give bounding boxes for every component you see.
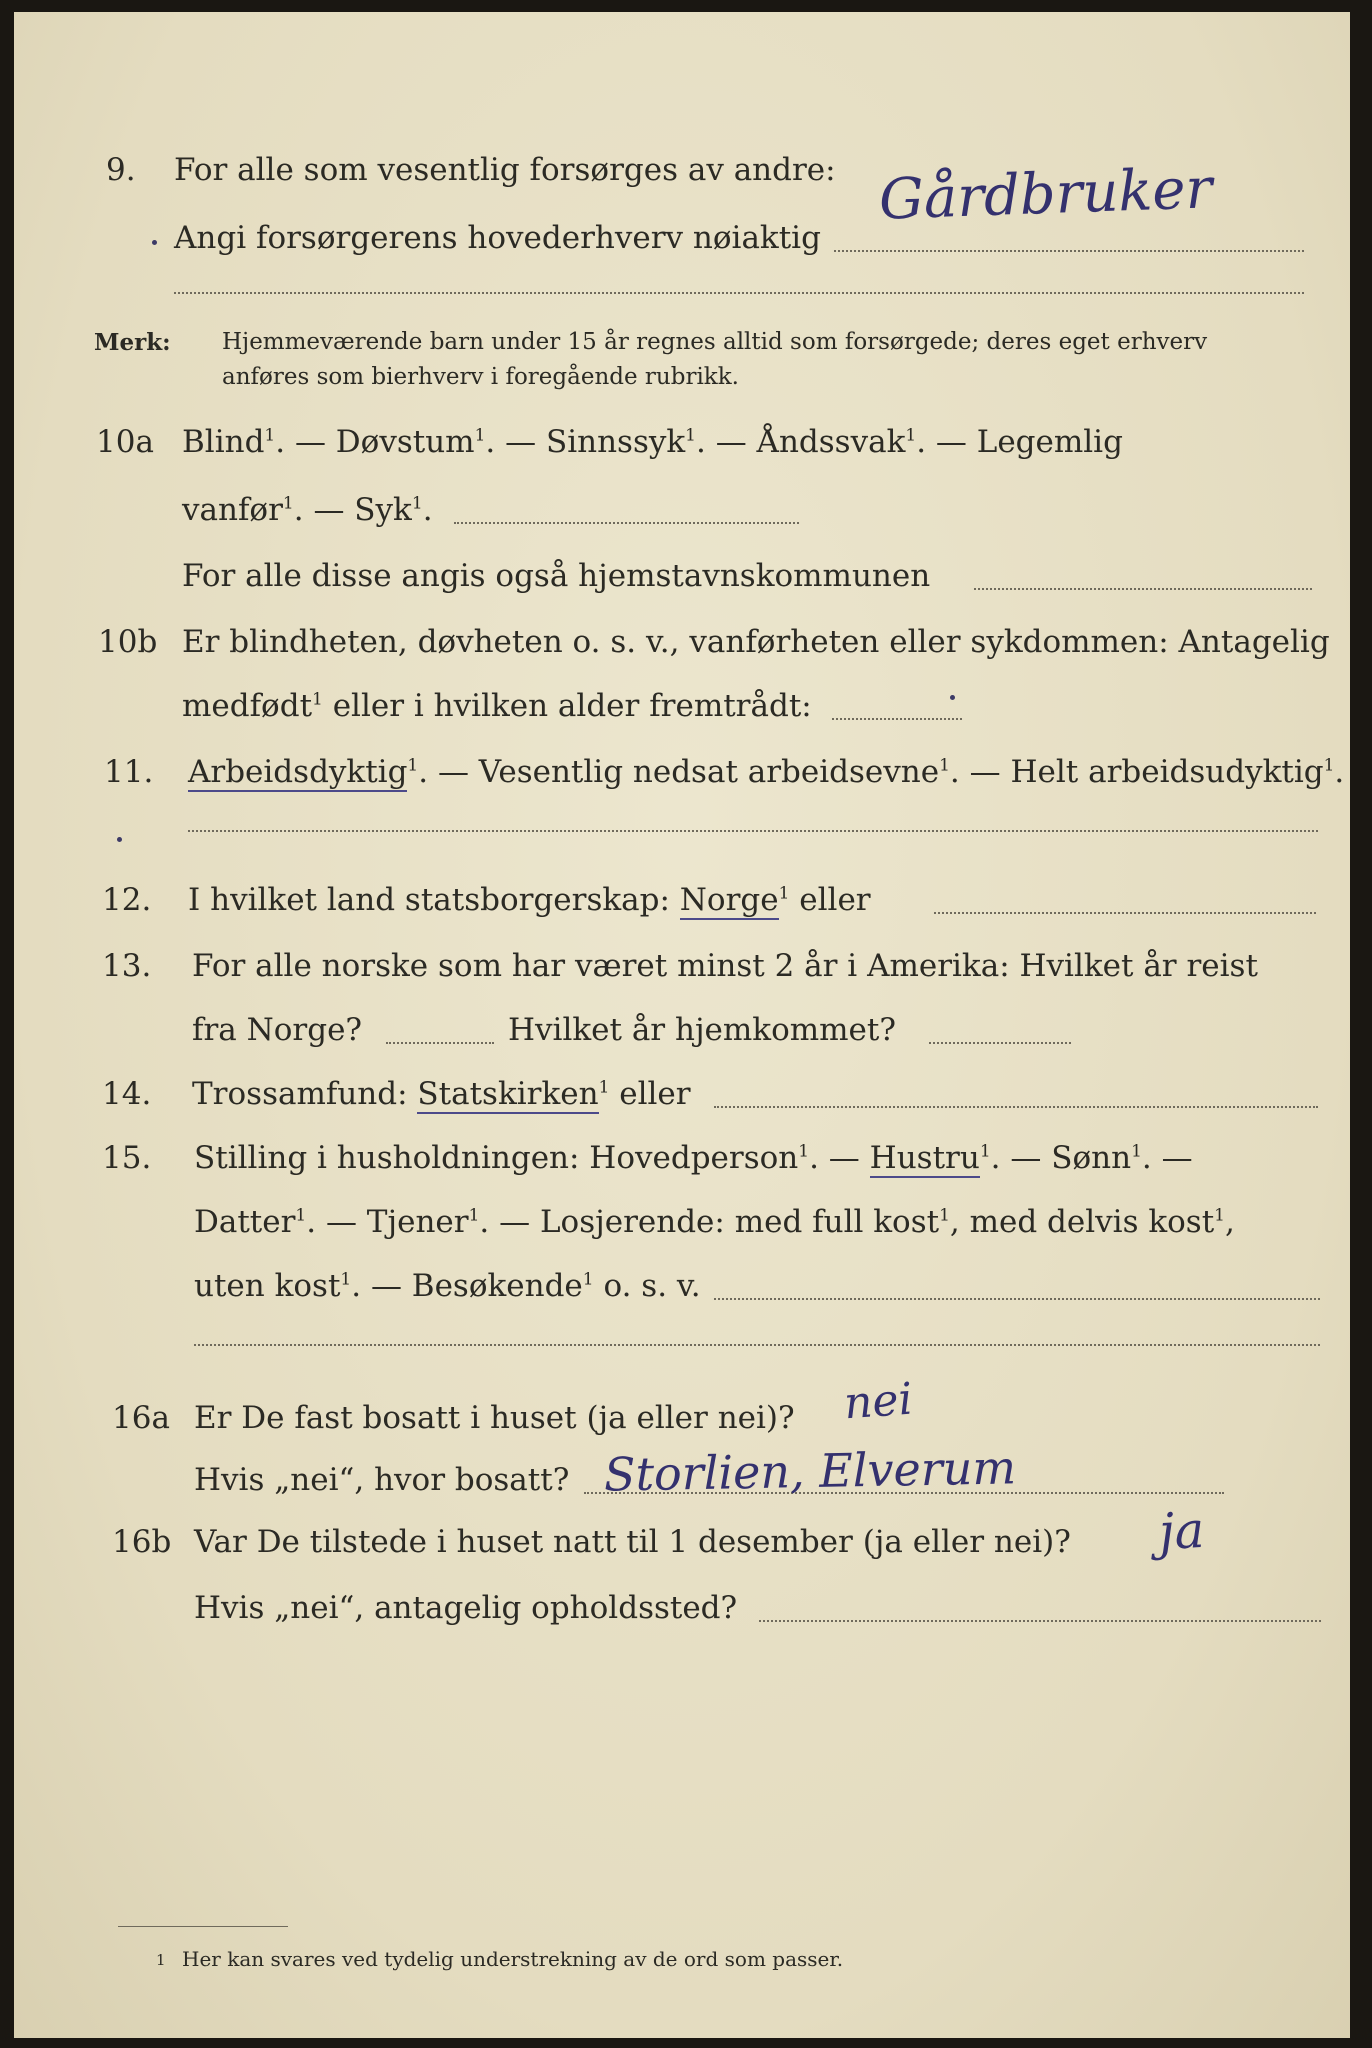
q11-extra-line bbox=[188, 830, 1318, 832]
period: . bbox=[1334, 754, 1345, 790]
q10a-line-1 bbox=[182, 424, 1123, 460]
footnote-ref: 1 bbox=[340, 1269, 352, 1290]
q13-line-2b: Hvilket år hjemkommet? bbox=[508, 1012, 896, 1048]
q11-number: 11. bbox=[104, 754, 154, 790]
q9-answer-line bbox=[834, 250, 1304, 252]
footnote-ref: 1 bbox=[598, 1077, 610, 1098]
footnote-ref: 1 bbox=[685, 425, 696, 446]
footnote-ref: 1 bbox=[295, 1205, 307, 1226]
q16b-handwritten-answer: ja bbox=[1157, 1500, 1206, 1562]
footnote-ref: 1 bbox=[1131, 1141, 1142, 1162]
q10b-line-2 bbox=[182, 688, 812, 724]
pencil-dot bbox=[152, 240, 157, 245]
q14-question: Trossamfund: bbox=[192, 1076, 408, 1112]
q12-line bbox=[188, 882, 871, 918]
q12-answer-line bbox=[934, 912, 1316, 914]
opt-dovstum: . — Døvstum bbox=[275, 424, 475, 460]
q13-number: 13. bbox=[102, 948, 152, 984]
q15-number: 15. bbox=[102, 1140, 152, 1176]
q13-line-1: For alle norske som har været minst 2 år i Amerika: Hvilket år reist bbox=[192, 948, 1258, 984]
opt-hovedperson: Stilling i husholdningen: Hovedperson bbox=[194, 1140, 799, 1176]
opt-delvis-kost: , med delvis kost bbox=[949, 1204, 1215, 1240]
opt-sonn: . — Sønn bbox=[990, 1140, 1132, 1176]
footnote-ref: 1 bbox=[778, 883, 790, 904]
q10a-line-3: For alle disse angis også hjemstavnskommunen bbox=[182, 558, 931, 594]
footnote-ref: 1 bbox=[407, 755, 419, 776]
opt-vanfor: vanfør bbox=[182, 492, 283, 528]
opt-arbeidsdyktig-underlined: Arbeidsdyktig bbox=[188, 754, 408, 790]
q16b-line-2: Hvis „nei“, antagelig opholdssted? bbox=[194, 1590, 738, 1626]
opt-blind: Blind bbox=[182, 424, 265, 460]
q16a-number: 16a bbox=[112, 1400, 170, 1436]
q16a-handwritten-answer-1: nei bbox=[842, 1373, 915, 1430]
opt-syk: . — Syk bbox=[293, 492, 412, 528]
census-form-page bbox=[14, 12, 1350, 2038]
footnote-ref: 1 bbox=[312, 689, 323, 710]
q16a-handwritten-answer-2: Storlien, Elverum bbox=[603, 1440, 1017, 1502]
q12-eller: eller bbox=[789, 882, 871, 918]
opt-full-kost: . — Losjerende: med full kost bbox=[479, 1204, 940, 1240]
q11-line bbox=[188, 754, 1344, 790]
q15-extra-line bbox=[194, 1344, 1320, 1346]
opt-nedsat: . — Vesentlig nedsat arbeidsevne bbox=[418, 754, 940, 790]
q9-number: 9. bbox=[106, 152, 136, 188]
merk-line-2: anføres som bierhverv i foregående rubrikk. bbox=[222, 364, 739, 390]
footnote-ref: 1 bbox=[282, 493, 294, 514]
merk-line-1: Hjemmeværende barn under 15 år regnes alltid som forsørgede; deres eget erhverv bbox=[222, 329, 1208, 355]
q14-eller: eller bbox=[609, 1076, 691, 1112]
opt-datter: Datter bbox=[194, 1204, 296, 1240]
footnote-ref: 1 bbox=[979, 1141, 991, 1162]
opt-norge-underlined: Norge bbox=[679, 882, 779, 918]
q10a-answer-line bbox=[454, 522, 799, 524]
q10b-answer-line bbox=[832, 718, 962, 720]
q10a-number: 10a bbox=[96, 424, 154, 460]
q14-number: 14. bbox=[102, 1076, 152, 1112]
opt-tjener: . — Tjener bbox=[306, 1204, 469, 1240]
q15-answer-line bbox=[714, 1298, 1320, 1300]
q12-question: I hvilket land statsborgerskap: bbox=[188, 882, 670, 918]
footnote-ref: 1 bbox=[1323, 755, 1335, 776]
q13-hjemkommet-line bbox=[929, 1042, 1071, 1044]
opt-medfodt: medfødt bbox=[182, 688, 313, 724]
osv: o. s. v. bbox=[593, 1268, 701, 1304]
comma: , bbox=[1225, 1204, 1235, 1240]
opt-hustru-underlined: Hustru bbox=[869, 1140, 980, 1176]
footnote-ref: 1 bbox=[905, 425, 917, 446]
footnote-ref: 1 bbox=[264, 425, 276, 446]
q16b-answer-line bbox=[759, 1620, 1321, 1622]
q15-line-1 bbox=[194, 1140, 1193, 1176]
dash: . — bbox=[1141, 1140, 1193, 1176]
footnote-ref: 1 bbox=[1214, 1205, 1225, 1226]
pencil-dot bbox=[117, 837, 122, 842]
q15-line-3 bbox=[194, 1268, 701, 1304]
opt-statskirken-underlined: Statskirken bbox=[417, 1076, 599, 1112]
opt-udyktig: . — Helt arbeidsudyktig bbox=[949, 754, 1324, 790]
footnote-ref: 1 bbox=[468, 1205, 480, 1226]
q9-line-2: Angi forsørgerens hovederhverv nøiaktig bbox=[174, 220, 821, 256]
opt-legemlig: . — Legemlig bbox=[916, 424, 1123, 460]
merk-label: Merk: bbox=[94, 329, 171, 356]
opt-uten-kost: uten kost bbox=[194, 1268, 341, 1304]
footnote-text: Her kan svares ved tydelig understrekning av de ord som passer. bbox=[182, 1947, 844, 1971]
footnote-ref: 1 bbox=[411, 493, 423, 514]
q16b-line-1: Var De tilstede i huset natt til 1 desember (ja eller nei)? bbox=[194, 1524, 1071, 1560]
q10b-number: 10b bbox=[98, 624, 158, 660]
q9-extra-line bbox=[174, 292, 1304, 294]
opt-sinnssyk: . — Sinnssyk bbox=[485, 424, 686, 460]
footnote-rule bbox=[118, 1926, 288, 1927]
q16a-line-1: Er De fast bosatt i huset (ja eller nei)? bbox=[194, 1400, 795, 1436]
opt-andssvak: . — Åndssvak bbox=[696, 424, 906, 460]
footnote-ref: 1 bbox=[939, 1205, 950, 1226]
footnote-ref: 1 bbox=[939, 755, 950, 776]
footnote-ref: 1 bbox=[798, 1141, 810, 1162]
pencil-dot bbox=[950, 695, 955, 700]
q10b-line-1: Er blindheten, døvheten o. s. v., vanførheten eller sykdommen: Antagelig bbox=[182, 624, 1330, 660]
opt-besokende: . — Besøkende bbox=[351, 1268, 583, 1304]
q9-handwritten-answer: Gårdbruker bbox=[877, 156, 1214, 233]
q9-line-1: For alle som vesentlig forsørges av andre: bbox=[174, 152, 836, 188]
q14-answer-line bbox=[714, 1106, 1318, 1108]
q13-line-2a: fra Norge? bbox=[192, 1012, 363, 1048]
period: . bbox=[422, 492, 433, 528]
q12-number: 12. bbox=[102, 882, 152, 918]
q10a-home-line bbox=[974, 588, 1312, 590]
q16b-number: 16b bbox=[112, 1524, 172, 1560]
q13-reist-line bbox=[386, 1042, 494, 1044]
q16a-line-2: Hvis „nei“, hvor bosatt? bbox=[194, 1462, 570, 1498]
footnote-mark: 1 bbox=[156, 1951, 166, 1969]
q10a-line-2 bbox=[182, 492, 433, 528]
q14-line bbox=[192, 1076, 691, 1112]
q15-line-2 bbox=[194, 1204, 1235, 1240]
age-question: eller i hvilken alder fremtrådt: bbox=[322, 688, 812, 724]
footnote-ref: 1 bbox=[474, 425, 486, 446]
dash: . — bbox=[809, 1140, 860, 1176]
footnote-ref: 1 bbox=[582, 1269, 594, 1290]
